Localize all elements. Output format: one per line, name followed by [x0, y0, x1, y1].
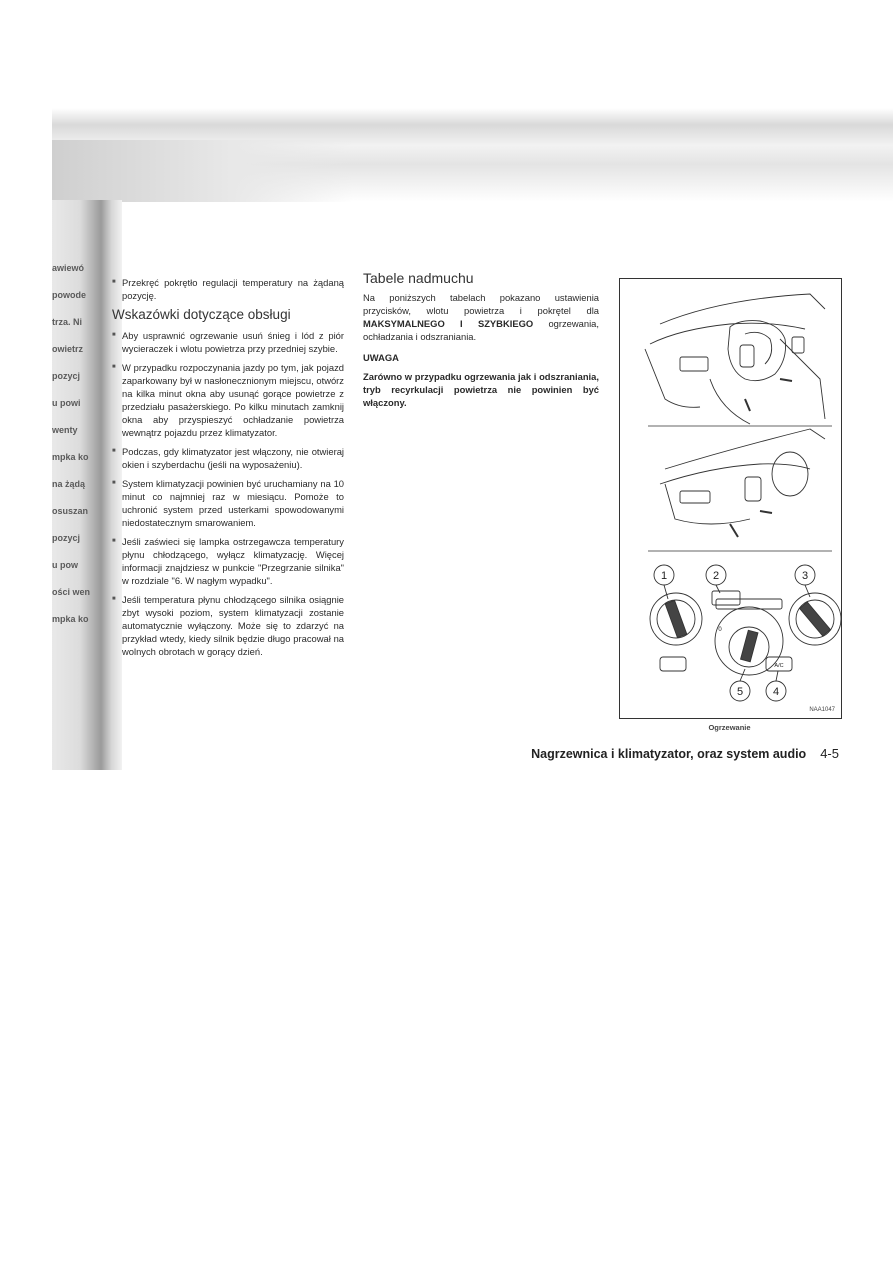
fragment: mpka ko [52, 452, 89, 462]
dashboard-illustration [620, 279, 841, 718]
tip-item: ■ Jeśli temperatura płynu chłodzącego silnika osiągnie zbyt wysoki poziom, system klimatyzacji zostanie automatycznie wyłączony. Może się to zdarzyć na przykład wtedy, kiedy silnik będzie długo pracował na wolnych obrotach w gorący dzień. [112, 593, 344, 658]
fragment: pozycj [52, 533, 81, 543]
heating-figure [619, 278, 842, 719]
fragment: powode [52, 290, 86, 300]
note-label: UWAGA [363, 352, 399, 363]
fragment: awiewó [52, 263, 85, 273]
callout-3: 3 [801, 570, 809, 582]
callout-2: 2 [712, 570, 720, 582]
left-column [112, 276, 344, 664]
section-heading: Tabele nadmuchu [363, 270, 474, 286]
intro-text-end: ogrzewania, ochładzania i odszraniania. [363, 318, 599, 342]
fragment: osuszan [52, 506, 89, 516]
dashboard-side-view [660, 429, 825, 537]
figure-code: NAA1047 [809, 707, 835, 713]
fragment: ości wen [52, 587, 91, 597]
tip-item: ■ Podczas, gdy klimatyzator jest włączony, nie otwieraj okien i szyberdachu (jeśli na wyposażeniu). [112, 445, 344, 471]
fragment: pozycj [52, 371, 81, 381]
callout-4: 4 [772, 686, 780, 698]
fragment: na żądą [52, 479, 86, 489]
callout-5: 5 [736, 686, 744, 698]
tip-item: ■ W przypadku rozpoczynania jazdy po tym, jak pojazd zaparkowany był w nasłonecznionym miejscu, otwórz na kilka minut okna aby usunąć gorące powietrze z przedziału pasażerskiego. Po kilku minutach zamknij okna aby przyspieszyć ochładzanie powietrza wewnątrz pojazdu przez klimatyzator. [112, 361, 344, 439]
page-number: 4-5 [820, 746, 839, 761]
intro-text: Na poniższych tabelach pokazano ustawienia przycisków, wlotu powietrza i pokrętel dla [363, 292, 599, 316]
note-text: Zarówno w przypadku ogrzewania jak i odszraniania, tryb recyrkulacji powietrza nie powinien być włączony. [363, 371, 599, 408]
tip-item: ■ System klimatyzacji powinien być uruchamiany na 10 minut co najmniej raz w miesiącu. Pomoże to uchronić system przed usterkami spowodowanymi niedostatecznym smarowaniem. [112, 477, 344, 529]
fragment: mpka ko [52, 614, 89, 624]
control-panel [650, 591, 841, 675]
fragment: wenty [52, 425, 78, 435]
tip-item: ■ Jeśli zaświeci się lampka ostrzegawcza temperatury płynu chłodzącego, wyłącz klimatyzację. Więcej informacji znajdziesz w punkcie "Przegrzanie silnika" w rozdziale "6. W nagłym wypadku". [112, 535, 344, 587]
scan-shadow-left [52, 140, 352, 202]
dashboard-top-view [645, 294, 825, 424]
tip-item: ■ Aby usprawnić ogrzewanie usuń śnieg i lód z piór wycieraczek i wlotu powietrza przy przedniej szybie. [112, 329, 344, 355]
ac-button-label: A/C [774, 663, 784, 669]
page-footer [531, 746, 839, 761]
fragment: trza. Ni [52, 317, 83, 327]
intro-bold: MAKSYMALNEGO I SZYBKIEGO [363, 318, 534, 329]
intro-step: ■ Przekręć pokrętło regulacji temperatury na żądaną pozycję. [112, 276, 344, 302]
tips-heading: Wskazówki dotyczące obsługi [112, 307, 291, 322]
fragment: u pow [52, 560, 78, 570]
dial-zero-label: 0 [718, 627, 722, 633]
previous-page-fragments [52, 258, 98, 636]
callout-1: 1 [660, 570, 668, 582]
intro-paragraph [363, 291, 599, 343]
figure-caption: Ogrzewanie [708, 723, 751, 732]
section-title: Nagrzewnica i klimatyzator, oraz system audio [531, 747, 807, 761]
middle-column [363, 272, 599, 417]
fragment: u powi [52, 398, 81, 408]
fragment: owietrz [52, 344, 84, 354]
